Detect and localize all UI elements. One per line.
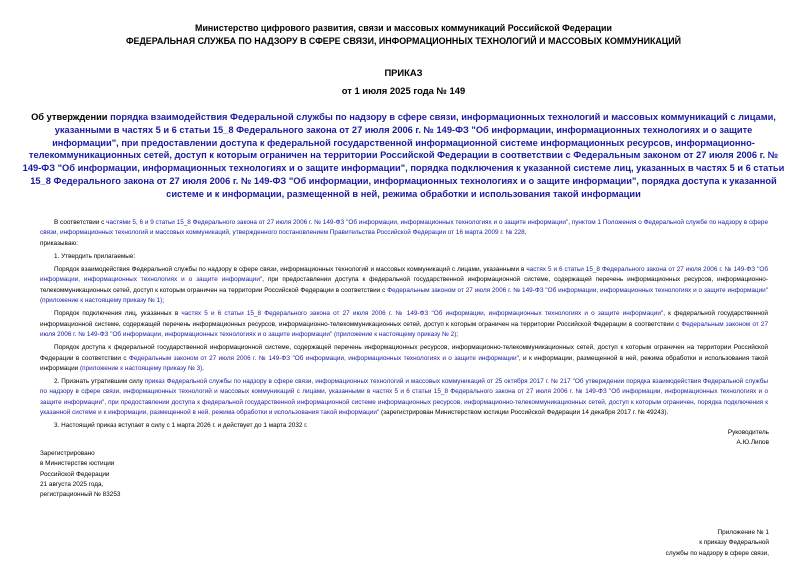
- preamble-text: ,: [524, 229, 527, 237]
- sub-item-text: , при предоставлении доступа к федеральной государственной информационной системе, содержащей перечень информационных ресурсов, информационно-телекоммуникационных сетей, доступ к которым ограничен на территории Российской Федерации в соответствии с: [40, 276, 768, 294]
- registration-line: Зарегистрировано: [40, 450, 95, 457]
- item-text: 2. Признать утратившим силу: [54, 378, 145, 386]
- item-3: 3. Настоящий приказ вступает в силу с 1 марта 2026 г. и действует до 1 марта 2032 г.: [54, 422, 308, 430]
- law-link[interactable]: частях 5 и 6 статьи 15_8 Федерального закона от 27 июля 2006 г. № 149-ФЗ "Об информации, информационных технологиях и о защите информации": [40, 266, 768, 284]
- regulation-link[interactable]: пунктом 1 Положения о Федеральной службе по надзору в сфере связи, информационных технологий и массовых коммуникаций, утвержденного постановлением Правительства Российской Федерации от 16 марта 2009 г. № 228: [40, 219, 769, 237]
- document-date-number: от 1 июля 2025 года № 149: [341, 85, 466, 96]
- order-word: приказываю:: [40, 239, 78, 247]
- appendix-link[interactable]: (приложение к настоящему приказу № 1): [40, 297, 163, 305]
- document-type: ПРИКАЗ: [384, 67, 423, 78]
- appendix-link[interactable]: (приложение к настоящему приказу № 2): [333, 330, 457, 338]
- ministry-name: Министерство цифрового развития, связи и массовых коммуникаций Российской Федерации: [195, 23, 612, 33]
- title-link[interactable]: порядка взаимодействия Федеральной службы по надзору в сфере связи, информационных технологий и массовых коммуникаций с лицами, указанными в частях 5 и 6 статьи 15_8 Федерального закона от 27 июля 2006 г. № 149-ФЗ "Об информации, информационных технологиях и о защите информации", при предоставлении доступа к федеральной государственной информационной системе информационных ресурсов, информационно-телекоммуникационных сетей, доступ к которым ограничен на территории Российской Федерации в соответствии с Федеральным законом от 27 июля 2006 г. № 149-ФЗ "Об информации, информационных технологиях и о защите информации", порядка подключения к указанной системе лиц, указанных в частях 5 и 6 статьи 15_8 Федерального закона от 27 июля 2006 г. № 149-ФЗ "Об информации, информационных технологиях и о защите информации", порядка доступа к указанной системе и к информации, размещенной в ней, режима обработки и использования такой информации: [22, 112, 785, 199]
- signature-position: Руководитель: [727, 429, 769, 436]
- appendix-line: к приказу Федеральной: [699, 539, 769, 547]
- registration-line: Российской Федерации: [40, 470, 110, 478]
- sub-item-text: Порядок взаимодействия Федеральной службы по надзору в сфере связи, информационных технологий и массовых коммуникаций с лицами, указанными в: [54, 266, 527, 274]
- registration-line: регистрационный № 83253: [40, 491, 121, 499]
- title-prefix: Об утверждении: [31, 112, 111, 122]
- item-2: [40, 377, 768, 418]
- signature-block: [728, 428, 769, 449]
- law-link[interactable]: частями 5, 6 и 9 статьи 15_8 Федерального закона от 27 июля 2006 г. № 149-ФЗ "Об информации, информационных технологиях и о защите информации": [106, 219, 569, 226]
- sub-item-text: .: [202, 364, 205, 372]
- sub-item-text: Порядок подключения лиц, указанных в: [54, 310, 182, 318]
- preamble-paragraph: [40, 218, 768, 239]
- sub-item-text: , к федеральной государственной информационной системе, содержащей перечень информационных ресурсов, информационно-телекоммуникационных сетей, доступ к которым ограничен на территории Российской Федерации в соответствии с: [40, 310, 768, 328]
- document-body: [40, 218, 768, 432]
- appendix-line: Приложение № 1: [717, 529, 769, 536]
- item-text: (зарегистрирован Министерством юстиции Российской Федерации 14 декабря 2017 г. № 49243).: [379, 409, 669, 417]
- appendix-header: [666, 528, 769, 559]
- repealed-order-link[interactable]: приказ Федеральной службы по надзору в сфере связи, информационных технологий и массовых коммуникаций от 25 октября 2017 г. № 217 "Об утверждении порядка взаимодействия Федеральной службы по надзору в сфере связи, информационных технологий и массовых коммуникаций с лицами, указанными в частях 5 и 6 статьи 15_8 Федерального закона от 27 июля 2006 г. № 149-ФЗ "Об информации, информационных технологиях и о защите информации", при предоставлении доступа к федеральной государственной информационной системе информационных ресурсов, информационно-телекоммуникационных сетей, доступ к которым ограничен, порядка подключения к указанной системе и к информации, размещенной в ней, режима обработки и использования такой информации": [40, 378, 768, 417]
- sub-item-text: Порядок доступа к федеральной государственной информационной системе, содержащей перечень информационных ресурсов, информационно-телекоммуникационных сетей, доступ к которым ограничен на территории Российской Федерации в соответствии с: [40, 344, 768, 362]
- item-1: 1. Утвердить прилагаемые:: [54, 252, 136, 260]
- signature-name: А.Ю.Липов: [736, 439, 769, 447]
- registration-block: [40, 449, 120, 500]
- sub-item-2: [40, 309, 768, 340]
- sub-item-3: [40, 343, 768, 374]
- law-link[interactable]: Федеральным законом от 27 июля 2006 г. № 149-ФЗ "Об информации, информационных технологиях и о защите информации": [40, 320, 768, 338]
- registration-line: 21 августа 2025 года,: [40, 480, 104, 488]
- appendix-link[interactable]: (приложение к настоящему приказу № 3): [80, 364, 203, 372]
- law-link[interactable]: частях 5 и 6 статьи 15_8 Федерального закона от 27 июля 2006 г. № 149-ФЗ "Об информации, информационных технологиях и о защите информации": [181, 310, 664, 318]
- preamble-text: ,: [568, 219, 572, 226]
- document-title: [22, 111, 785, 201]
- appendix-line: службы по надзору в сфере связи,: [665, 549, 769, 557]
- law-link[interactable]: Федеральным законом от 27 июля 2006 г. № 149-ФЗ "Об информации, информационных технологиях и о защите информации": [128, 354, 519, 362]
- registration-line: в Министерстве юстиции: [40, 460, 115, 468]
- sub-item-text: ;: [162, 297, 165, 305]
- service-name: ФЕДЕРАЛЬНАЯ СЛУЖБА ПО НАДЗОРУ В СФЕРЕ СВЯЗИ, ИНФОРМАЦИОННЫХ ТЕХНОЛОГИЙ И МАССОВЫХ КОММУНИКАЦИЙ: [125, 36, 682, 46]
- sub-item-1: [40, 265, 768, 306]
- sub-item-text: , и к информации, размещенной в ней, режима обработки и использования такой информации: [40, 354, 768, 372]
- sub-item-text: ;: [456, 330, 459, 338]
- law-link[interactable]: Федеральным законом от 27 июля 2006 г. № 149-ФЗ "Об информации, информационных технологиях и о защите информации": [387, 286, 768, 294]
- preamble-text: В соответствии с: [54, 219, 107, 226]
